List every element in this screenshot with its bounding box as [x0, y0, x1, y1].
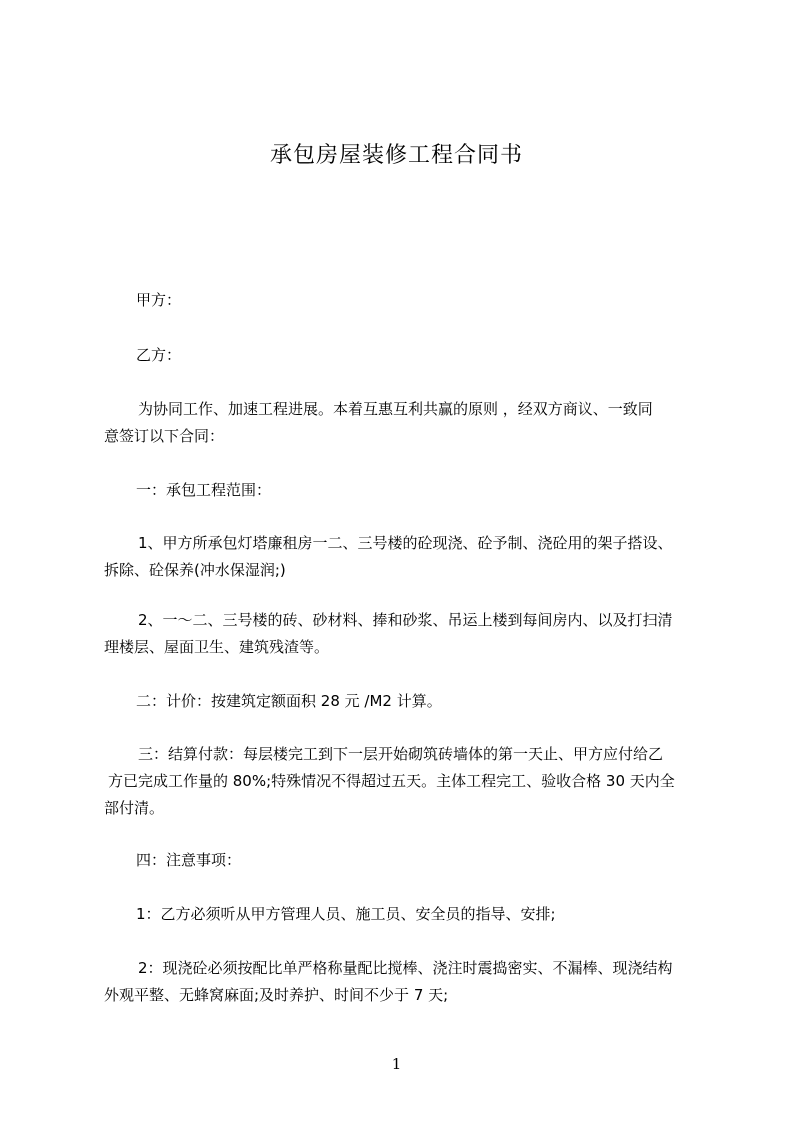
note-line: 2：现浇砼必须按配比单严格称量配比搅棒、浇注时震捣密实、不漏棒、现浇结构 [138, 959, 673, 977]
note-2 [104, 955, 704, 1009]
intro-line: 意签订以下合同： [104, 427, 225, 445]
intro-line: 为协同工作、加速工程进展。本着互惠互利共赢的原则 ，经双方商议、一致同 [138, 400, 653, 418]
settlement-line: 方已完成工作量的 80%;特殊情况不得超过五天。主体工程完工、验收合格 30 天内全 [108, 772, 675, 790]
note-1: 1：乙方必须听从甲方管理人员、施工员、安全员的指导、安排; [136, 905, 556, 923]
party-a-label: 甲方： [136, 291, 182, 309]
intro-paragraph [104, 396, 704, 450]
scope-item-line: 1、甲方所承包灯塔廉租房一二、三号楼的砼现浇、砼予制、浇砼用的架子搭设、 [138, 534, 673, 552]
note-line: 外观平整、无蜂窝麻面;及时养护、时间不少于 7 天; [104, 986, 449, 1004]
page-number: 1 [391, 1055, 402, 1073]
section-heading-scope: 一：承包工程范围： [136, 481, 272, 499]
party-b-label: 乙方： [136, 346, 182, 364]
settlement-line: 部付清。 [104, 799, 165, 817]
settlement-line: 三：结算付款：每层楼完工到下一层开始砌筑砖墙体的第一天止、甲方应付给乙 [138, 745, 664, 763]
scope-item-1 [104, 530, 704, 584]
document-title: 承包房屋装修工程合同书 [269, 143, 523, 168]
scope-item-2 [104, 607, 704, 661]
scope-item-line: 拆除、砼保养(冲水保湿润;) [104, 561, 286, 579]
settlement-clause [104, 741, 704, 822]
scope-item-line: 理楼层、屋面卫生、建筑残渣等。 [104, 638, 330, 656]
pricing-clause: 二：计价：按建筑定额面积 28 元 /M2 计算。 [136, 692, 442, 710]
section-heading-notes: 四：注意事项： [136, 851, 242, 869]
scope-item-line: 2、一～二、三号楼的砖、砂材料、捧和砂浆、吊运上楼到每间房内、以及打扫清 [138, 611, 673, 629]
